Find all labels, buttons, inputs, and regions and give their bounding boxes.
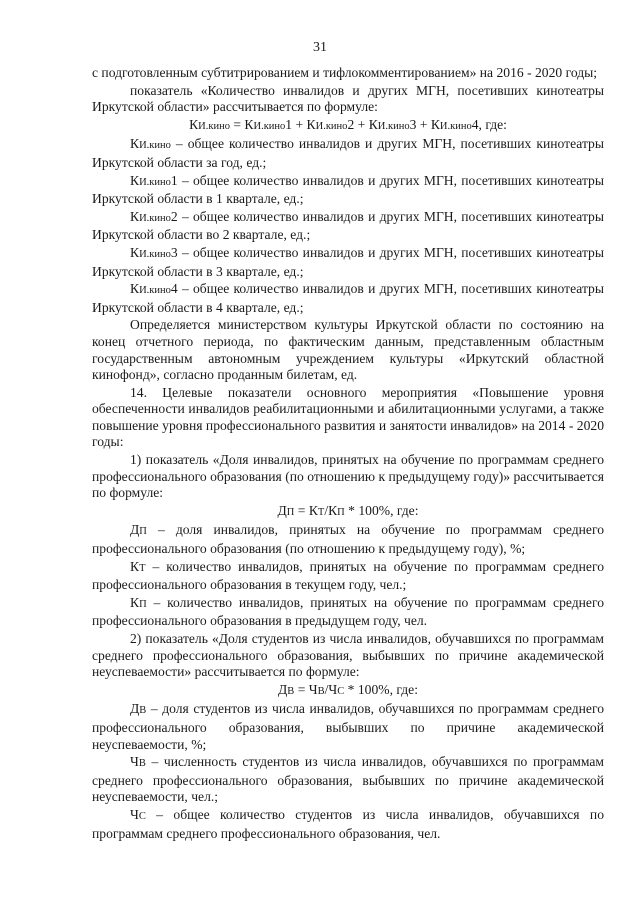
body-paragraph: КИ.кино1 – общее количество инвалидов и других МГН, посетивших кинотеатры Иркутской области в 1 квартале, ед.; <box>92 172 604 207</box>
body-paragraph: 2) показатель «Доля студентов из числа инвалидов, обучавшихся по программам среднего профессионального образования, выбывших по причине академической неуспеваемости» рассчитывается по формуле: <box>92 631 604 680</box>
body-paragraph: показатель «Количество инвалидов и других МГН, посетивших кинотеатры Иркутской области» рассчитывается по формуле: <box>92 82 604 115</box>
page-number: 31 <box>313 40 327 55</box>
body-paragraph: 14. Целевые показатели основного мероприятия «Повышение уровня обеспеченности инвалидов реабилитационными и абилитационными услугами, а также повышение уровня профессионального развития и занятости инвалидов» на 2014 - 2020 годы: <box>92 384 604 450</box>
body-paragraph: ЧВ – численность студентов из числа инвалидов, обучавшихся по программам среднего профессионального образования, выбывших по причине академической неуспеваемости, чел.; <box>92 754 604 805</box>
body-paragraph: ЧС – общее количество студентов из числа инвалидов, обучавшихся по программам среднего профессионального образования, чел. <box>92 806 604 841</box>
body-paragraph: КИ.кино4 – общее количество инвалидов и других МГН, посетивших кинотеатры Иркутской области в 4 квартале, ед.; <box>92 281 604 315</box>
body-paragraph: КТ – количество инвалидов, принятых на обучение по программам среднего профессионального образования в текущем году, чел.; <box>92 558 604 593</box>
body-paragraph: ДП – доля инвалидов, принятых на обучение по программам среднего профессионального образования (по отношению к предыдущему году), %; <box>92 522 604 557</box>
body-paragraph: с подготовленным субтитрированием и тифлокомментированием» на 2016 - 2020 годы; <box>92 65 598 80</box>
body-paragraph: КИ.кино3 – общее количество инвалидов и других МГН, посетивших кинотеатры Иркутской области в 3 квартале, ед.; <box>92 244 604 279</box>
formula-line: ДВ = ЧВ/ЧС * 100%, где: <box>278 681 418 697</box>
body-paragraph: ДВ – доля студентов из числа инвалидов, обучавшихся по программам среднего профессионального образования, выбывших по причине академической неуспеваемости, %; <box>92 701 604 752</box>
body-paragraph: КИ.кино2 – общее количество инвалидов и других МГН, посетивших кинотеатры Иркутской области во 2 квартале, ед.; <box>92 208 604 243</box>
body-paragraph: Определяется министерством культуры Иркутской области по состоянию на конец отчетного периода, по фактическим данным, представленным областным государственным автономным учреждением культуры «Иркутский областной кинофонд», согласно проданным билетам, ед. <box>92 317 604 383</box>
body-paragraph: 1) показатель «Доля инвалидов, принятых на обучение по программам среднего профессионального образования (по отношению к предыдущему году)» рассчитывается по формуле: <box>92 452 605 501</box>
body-paragraph: КИ.кино – общее количество инвалидов и других МГН, посетивших кинотеатры Иркутской области за год, ед.; <box>92 136 604 170</box>
formula-line: КИ.кино = КИ.кино1 + КИ.кино2 + КИ.кино3 + КИ.кино4, где: <box>189 116 507 132</box>
document-body <box>92 65 604 842</box>
body-paragraph: КП – количество инвалидов, принятых на обучение по программам среднего профессионального образования в предыдущем году, чел. <box>92 594 604 629</box>
formula-line: ДП = КТ/КП * 100%, где: <box>277 502 419 518</box>
